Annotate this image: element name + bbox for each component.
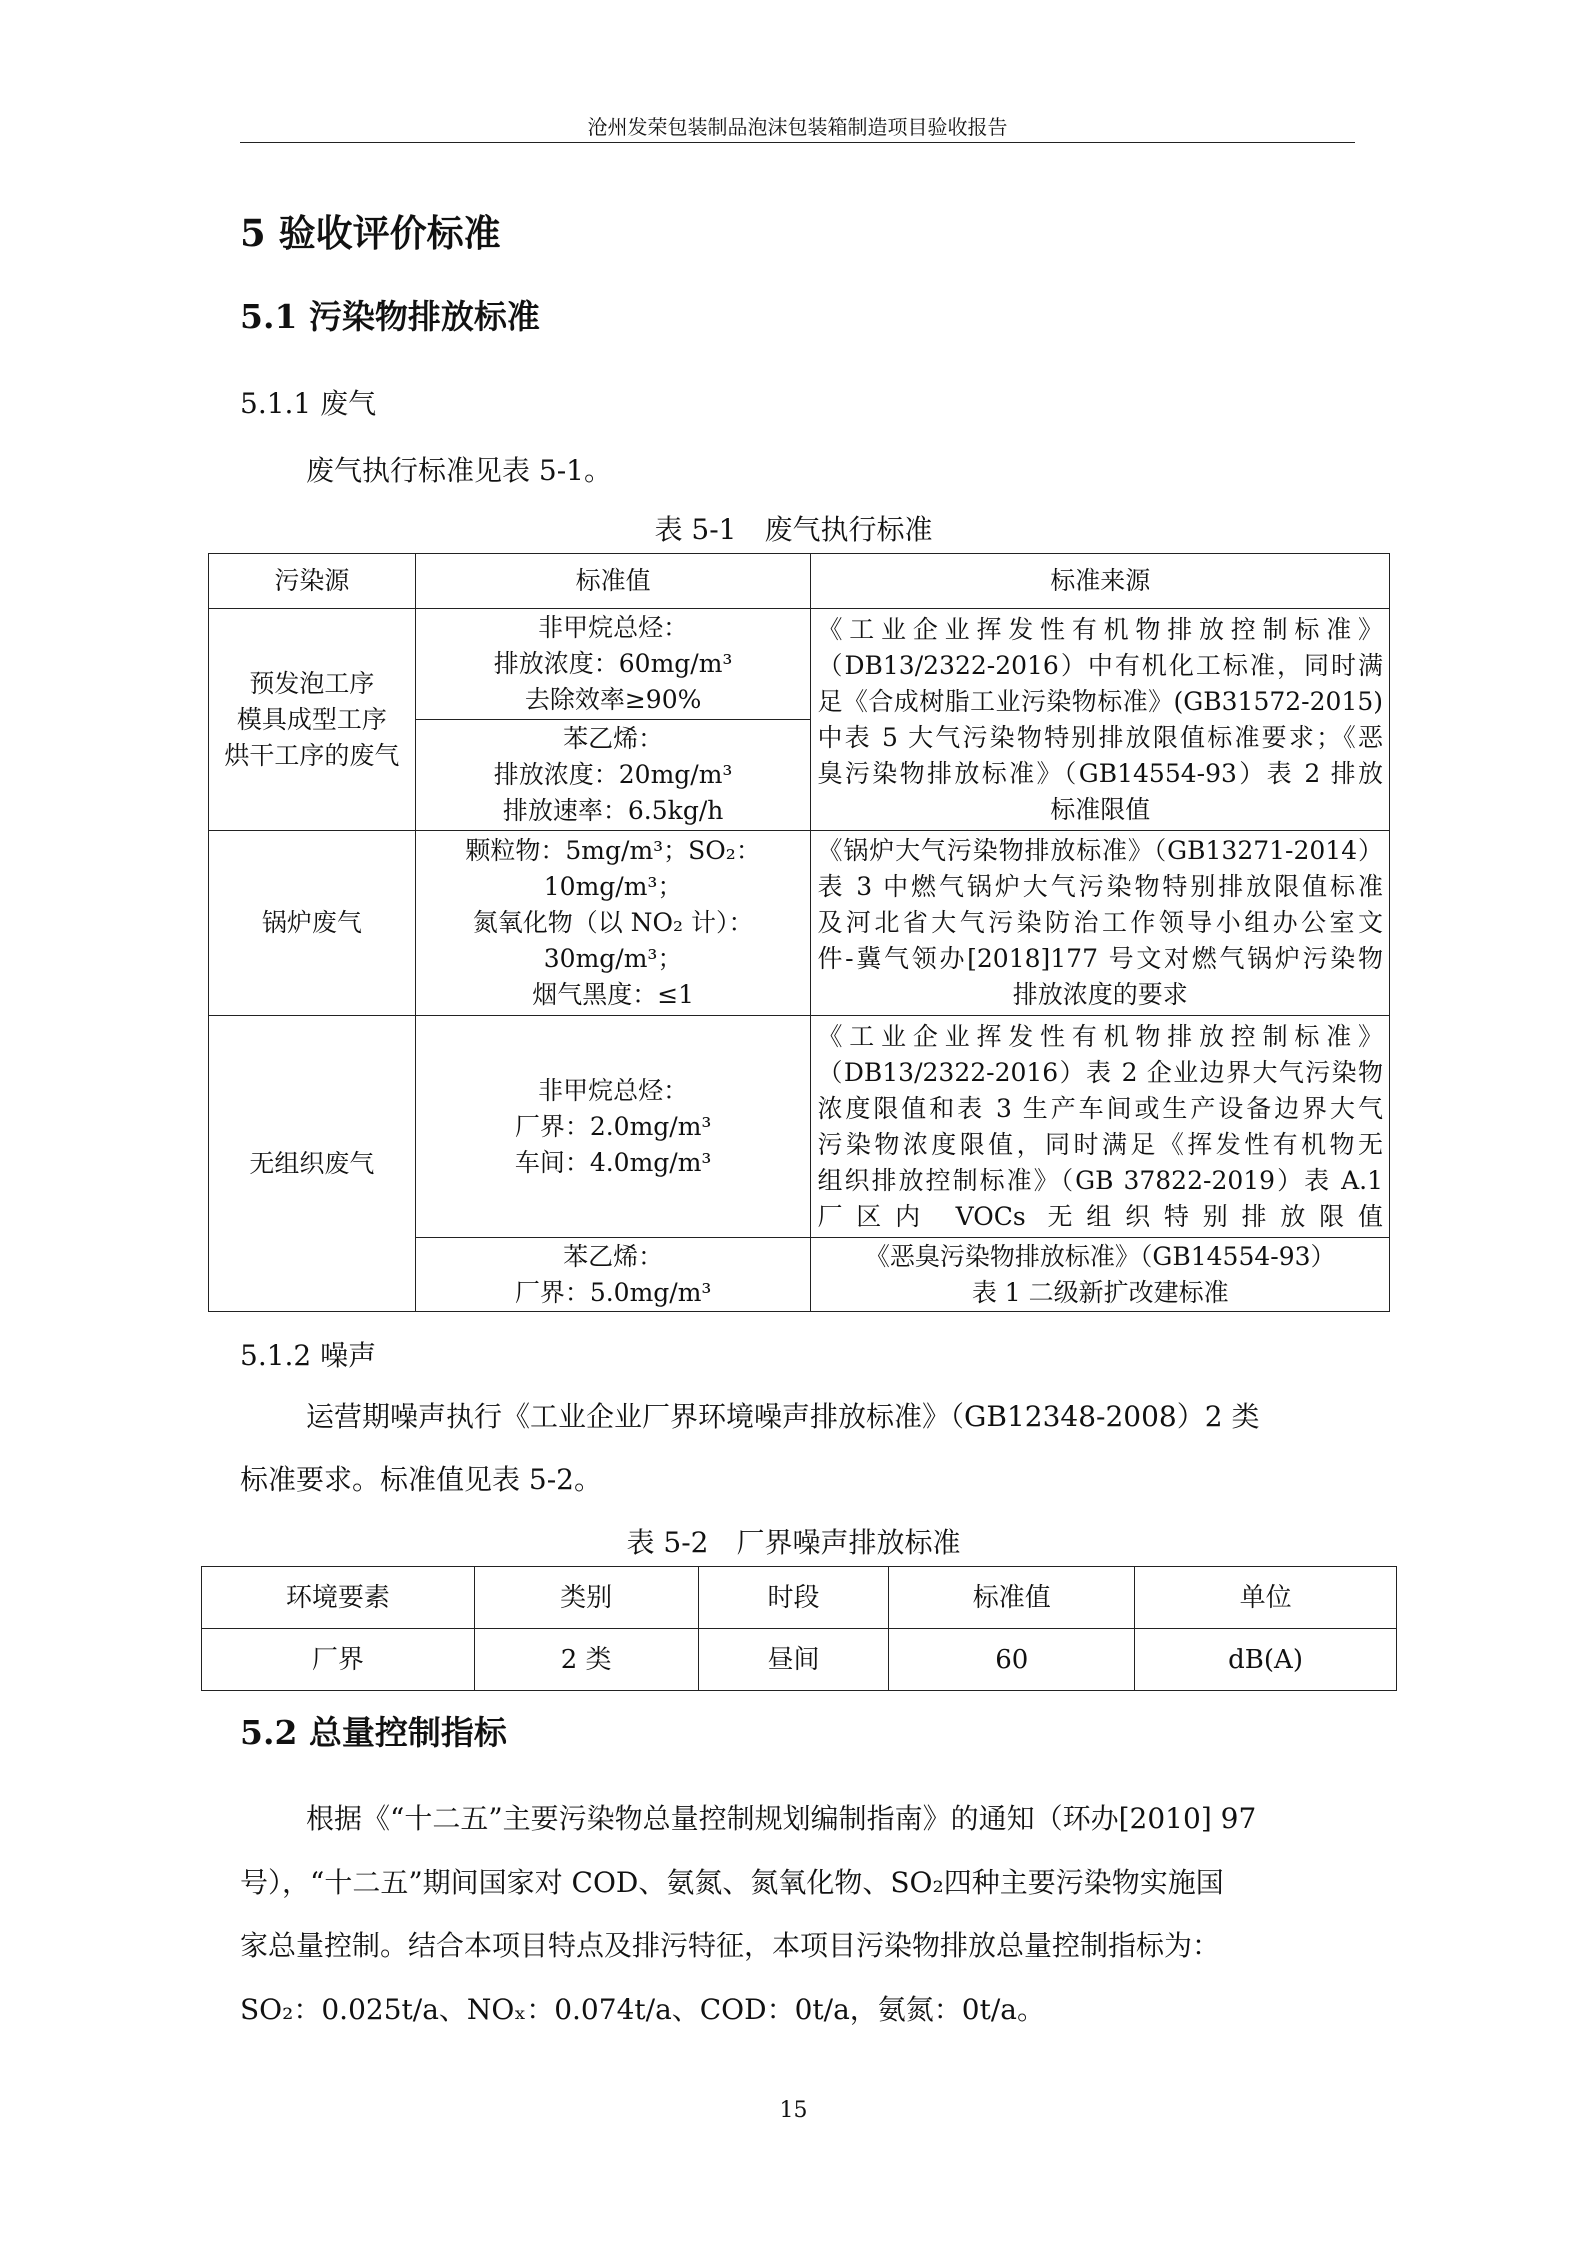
value-cell: 苯乙烯： 厂界：5.0mg/m³ (415, 1238, 811, 1312)
table-row (209, 1016, 1390, 1238)
total-control-paragraph-line-3: 家总量控制。结合本项目特点及排污特征，本项目污染物排放总量控制指标为： (240, 1929, 1221, 1962)
total-control-paragraph-line-4: SO₂：0.025t/a、NOₓ：0.074t/a、COD：0t/a，氨氮：0t/a。 (240, 1993, 1045, 2026)
origin-cell: 《恶臭污染物排放标准》（GB14554-93） 表 1 二级新扩改建标准 (811, 1238, 1390, 1312)
origin-cell: 《锅炉大气污染物排放标准》（GB13271-2014） 表 3 中燃气锅炉大气污染物特别排放限值标准 及河北省大气污染防治工作领导小组办公室文 件-冀气领办[2018]177 号文对燃气锅炉污染物 排放浓度的要求 (811, 831, 1390, 1016)
header-rule (240, 142, 1355, 143)
intro-paragraph-table-5-1: 废气执行标准见表 5-1。 (306, 454, 612, 487)
value-cell: 苯乙烯： 排放浓度：20mg/m³ 排放速率：6.5kg/h (415, 720, 811, 831)
table-5-2-caption (0, 1523, 1587, 1563)
value-cell: 非甲烷总烃： 厂界：2.0mg/m³ 车间：4.0mg/m³ (415, 1016, 811, 1238)
table-header-row (209, 554, 1390, 609)
source-cell: 锅炉废气 (209, 831, 416, 1016)
header-cell: 时段 (698, 1567, 889, 1629)
table-header-row (202, 1567, 1397, 1629)
heading-section-5-1: 5.1 污染物排放标准 (240, 297, 540, 336)
table-5-1-title: 废气执行标准 (764, 513, 933, 546)
table-row (209, 831, 1390, 1016)
table-5-1-number: 表 5-1 (654, 513, 737, 546)
data-cell: 2 类 (474, 1629, 698, 1691)
header-cell: 标准来源 (811, 554, 1390, 609)
heading-section-5-2: 5.2 总量控制指标 (240, 1713, 507, 1752)
table-5-2-number: 表 5-2 (626, 1526, 709, 1559)
header-cell: 标准值 (889, 1567, 1135, 1629)
total-control-paragraph-line-2: 号），“十二五”期间国家对 COD、氨氮、氮氧化物、SO₂四种主要污染物实施国 (240, 1866, 1224, 1899)
heading-section-5-1-1: 5.1.1 废气 (240, 387, 377, 420)
table-exhaust-gas-standards (208, 553, 1390, 1312)
origin-cell: 《工业企业挥发性有机物排放控制标准》 （DB13/2322-2016）表 2 企业边界大气污染物 浓度限值和表 3 生产车间或生产设备边界大气 污染物浓度限值，同时满足《挥发性有机物无 组织排放控制标准》（GB 37822-2019）表 A.1 厂区内 VOCs 无组织特别排放限值 (811, 1016, 1390, 1238)
header-cell: 环境要素 (202, 1567, 475, 1629)
table-row (202, 1629, 1397, 1691)
header-cell: 污染源 (209, 554, 416, 609)
source-cell: 无组织废气 (209, 1016, 416, 1312)
heading-section-5: 5 验收评价标准 (240, 211, 501, 255)
header-cell: 单位 (1135, 1567, 1397, 1629)
data-cell: 厂界 (202, 1629, 475, 1691)
noise-paragraph-line-1: 运营期噪声执行《工业企业厂界环境噪声排放标准》（GB12348-2008）2 类 (306, 1400, 1260, 1433)
source-cell: 预发泡工序 模具成型工序 烘干工序的废气 (209, 609, 416, 831)
origin-cell: 《工业企业挥发性有机物排放控制标准》 （DB13/2322-2016）中有机化工标准，同时满 足《合成树脂工业污染物标准》(GB31572-2015) 中表 5 大气污染物特别排放限值标准要求；《恶 臭污染物排放标准》（GB14554-93）表 2 排放 标准限值 (811, 609, 1390, 831)
data-cell: 60 (889, 1629, 1135, 1691)
header-cell: 类别 (474, 1567, 698, 1629)
page-number: 15 (779, 2098, 808, 2123)
data-cell: dB(A) (1135, 1629, 1397, 1691)
heading-section-5-1-2: 5.1.2 噪声 (240, 1339, 377, 1372)
value-cell: 非甲烷总烃： 排放浓度：60mg/m³ 去除效率≥90% (415, 609, 811, 720)
table-5-1-caption (0, 510, 1587, 550)
table-boundary-noise-standards (201, 1566, 1397, 1691)
total-control-paragraph-line-1: 根据《“十二五”主要污染物总量控制规划编制指南》的通知（环办[2010] 97 (306, 1802, 1257, 1835)
data-cell: 昼间 (698, 1629, 889, 1691)
table-row (209, 609, 1390, 720)
header-cell: 标准值 (415, 554, 811, 609)
table-5-2-title: 厂界噪声排放标准 (736, 1526, 961, 1559)
value-cell: 颗粒物：5mg/m³；SO₂：10mg/m³； 氮氧化物（以 NO₂ 计）：30mg/m³； 烟气黑度：≤1 (415, 831, 811, 1016)
noise-paragraph-line-2: 标准要求。标准值见表 5-2。 (240, 1463, 602, 1496)
running-header: 沧州发荣包装制品泡沫包装箱制造项目验收报告 (587, 115, 1008, 139)
